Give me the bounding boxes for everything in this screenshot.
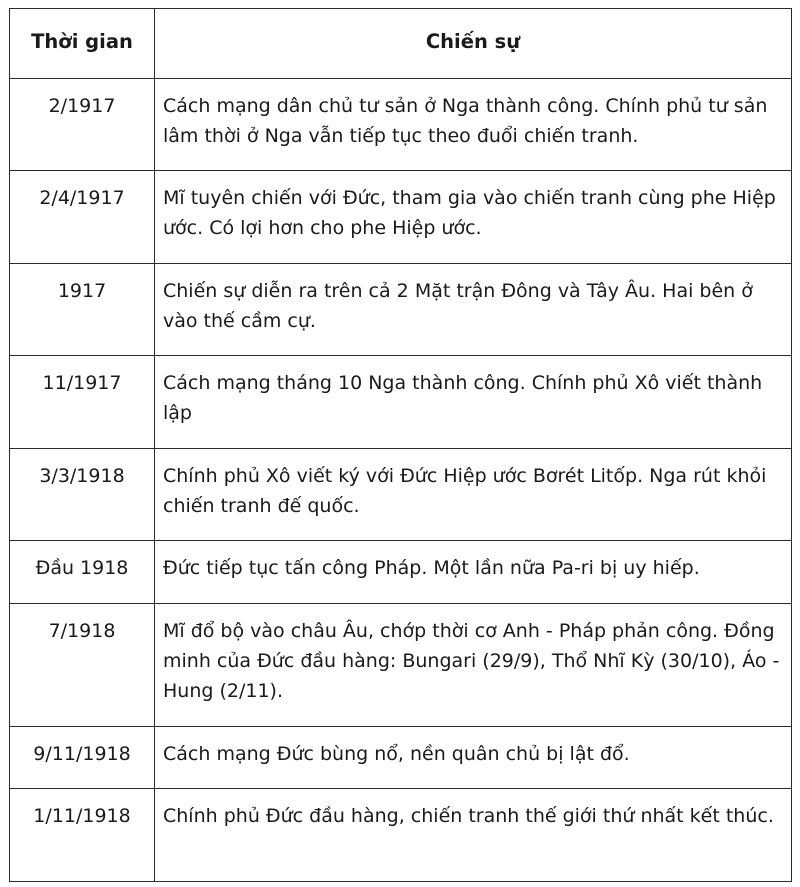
table-row — [10, 727, 792, 789]
table-row — [10, 356, 792, 449]
event-cell: Chiến sự diễn ra trên cả 2 Mặt trận Đông và Tây Âu. Hai bên ở vào thế cầm cự. — [155, 264, 792, 356]
event-cell: Đức tiếp tục tấn công Pháp. Một lần nữa Pa-ri bị uy hiếp. — [155, 541, 792, 604]
time-cell: 2/1917 — [10, 79, 155, 171]
header-time: Thời gian — [10, 9, 155, 79]
table-row — [10, 604, 792, 727]
event-cell: Cách mạng tháng 10 Nga thành công. Chính phủ Xô viết thành lập — [155, 356, 792, 449]
event-cell: Chính phủ Xô viết ký với Đức Hiệp ước Bơrét Litốp. Nga rút khỏi chiến tranh đế quốc. — [155, 449, 792, 541]
event-cell: Cách mạng Đức bùng nổ, nền quân chủ bị lật đổ. — [155, 727, 792, 789]
time-cell: 9/11/1918 — [10, 727, 155, 789]
time-cell: 1/11/1918 — [10, 789, 155, 882]
time-cell: 1917 — [10, 264, 155, 356]
time-cell: 11/1917 — [10, 356, 155, 449]
table-header-row — [10, 9, 792, 79]
table-row — [10, 171, 792, 264]
time-cell: 7/1918 — [10, 604, 155, 727]
event-cell: Mĩ đổ bộ vào châu Âu, chớp thời cơ Anh - Pháp phản công. Đồng minh của Đức đầu hàng: Bungari (29/9), Thổ Nhĩ Kỳ (30/10), Áo - Hung (2/11). — [155, 604, 792, 727]
table-row — [10, 264, 792, 356]
table-row — [10, 789, 792, 882]
time-cell: 3/3/1918 — [10, 449, 155, 541]
event-cell: Cách mạng dân chủ tư sản ở Nga thành công. Chính phủ tư sản lâm thời ở Nga vẫn tiếp tục theo đuổi chiến tranh. — [155, 79, 792, 171]
table-row — [10, 541, 792, 604]
table-row — [10, 79, 792, 171]
time-cell: 2/4/1917 — [10, 171, 155, 264]
header-event: Chiến sự — [155, 9, 792, 79]
table-row — [10, 449, 792, 541]
event-cell: Mĩ tuyên chiến với Đức, tham gia vào chiến tranh cùng phe Hiệp ước. Có lợi hơn cho phe Hiệp ước. — [155, 171, 792, 264]
time-cell: Đầu 1918 — [10, 541, 155, 604]
event-cell: Chính phủ Đức đầu hàng, chiến tranh thế giới thứ nhất kết thúc. — [155, 789, 792, 882]
events-table — [9, 8, 792, 882]
